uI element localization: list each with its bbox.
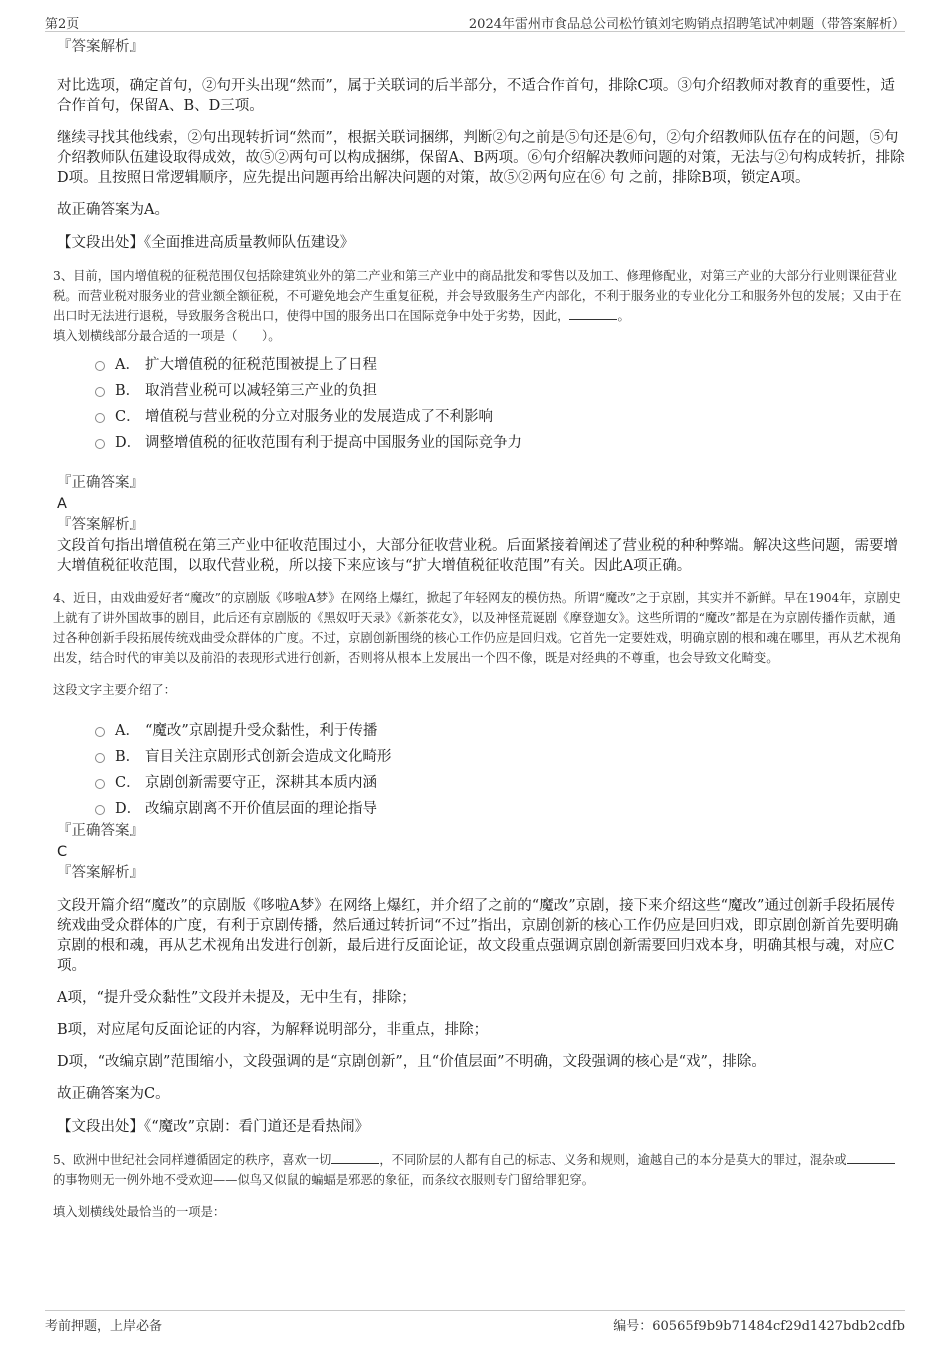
- option-a[interactable]: [95, 350, 905, 376]
- analysis-conclusion: 故正确答案为C。: [57, 1086, 170, 1102]
- radio-icon[interactable]: [95, 753, 105, 763]
- option-letter: D．: [115, 800, 142, 817]
- question-4: [45, 588, 905, 1138]
- question-prompt: 这段文字主要介绍了：: [53, 683, 176, 697]
- option-text: 取消营业税可以减轻第三产业的负担: [145, 382, 377, 399]
- question-stem-text: 5、欧洲中世纪社会同样遵循固定的秩序，喜欢一切: [53, 1153, 332, 1167]
- analysis-paragraph: 文段首句指出增值税在第三产业中征收范围过小，大部分征收营业税。后面紧接着阐述了营业税的种种弊端。解决这些问题，需要增大增值税征收范围，以取代营业税，所以接下来应该与“扩大增值税征收范围”有关。因此A项正确。: [57, 538, 898, 574]
- q4-answer: [45, 820, 905, 842]
- document-body: [45, 36, 905, 1222]
- option-a[interactable]: [95, 716, 905, 742]
- page-header: [45, 10, 905, 32]
- question-stem-text: 的事物则无一例外地不受欢迎——似鸟又似鼠的蝙蝠是邪恶的象征，而条纹衣服则专门留给罪犯穿。: [53, 1173, 595, 1187]
- analysis-tag: 『答案解析』: [57, 517, 144, 533]
- radio-icon[interactable]: [95, 361, 105, 371]
- option-letter: D．: [115, 434, 142, 451]
- option-letter: B．: [115, 382, 141, 399]
- analysis-conclusion: 故正确答案为A。: [57, 202, 169, 218]
- analysis-tag: 『答案解析』: [57, 39, 144, 55]
- document-id: 编号：60565f9b9b71484cf29d1427bdb2cdfb: [613, 1319, 905, 1334]
- source-citation: 【文段出处】《“魔改”京剧：看门道还是看热闹》: [57, 1119, 370, 1135]
- question-prompt: 填入划横线部分最合适的一项是（ ）。: [53, 329, 281, 343]
- analysis-paragraph: 文段开篇介绍“魔改”的京剧版《哆啦A梦》在网络上爆红，并介绍了之前的“魔改”京剧，接下来介绍这些“魔改”通过创新手段拓展传统戏曲受众群体的广度，有利于京剧传播，然后通过转折词“不过”指出，京剧创新的核心工作仍应是回归戏，即京剧创新首先要明确京剧的根和魂，再从艺术视角出发进行创新，最后进行反面论证，故文段重点强调京剧创新需要回归戏本身，明确其根与魂，对应C项。: [57, 898, 899, 974]
- option-c[interactable]: [95, 768, 905, 794]
- fill-blank: [569, 308, 617, 320]
- q3-analysis: [45, 514, 905, 576]
- question-stem: [45, 1150, 905, 1190]
- page-footer: [45, 1310, 905, 1334]
- radio-icon[interactable]: [95, 413, 105, 423]
- question-stem: [45, 266, 905, 326]
- option-text: 京剧创新需要守正，深耕其本质内涵: [145, 774, 377, 791]
- correct-answer: A: [57, 496, 67, 512]
- document-title: 2024年雷州市食品总公司松竹镇刘宅购销点招聘笔试冲刺题（带答案解析）: [468, 17, 905, 32]
- analysis-paragraph: 对比选项，确定首句，②句开头出现“然而”，属于关联词的后半部分，不适合作首句，排除C项。③句介绍教师对教育的重要性，适合作首句，保留A、B、D三项。: [57, 78, 895, 114]
- question-stem: 4、近日，由戏曲爱好者“魔改”的京剧版《哆啦A梦》在网络上爆红，掀起了年轻网友的模仿热。所谓“魔改”之于京剧，其实并不新鲜。早在1904年，京剧史上就有了讲外国故事的剧目，此后还有京剧版的《黑奴吁天录》《新茶花女》，以及神怪荒诞剧《摩登迦女》。这些所谓的“魔改”都是在为京剧传播作贡献，通过各种创新手段拓展传统戏曲受众群体的广度。不过，京剧创新围绕的核心工作仍应是回归戏。它首先一定要姓戏，明确京剧的根和魂在哪里，再从艺术视角出发，结合时代的审美以及前沿的表现形式进行创新，否则将从根本上发展出一个四不像，既是对经典的不尊重，也会导致文化畸变。: [53, 591, 902, 665]
- q3-answer: [45, 472, 905, 494]
- page-number: 第2页: [45, 17, 80, 32]
- analysis-paragraph: 继续寻找其他线索，②句出现转折词“然而”，根据关联词捆绑，判断②句之前是⑤句还是⑥句，②句介绍教师队伍存在的问题，⑤句介绍教师队伍建设取得成效，故⑤②两句可以构成捆绑，保留A、B两项。⑥句介绍解决教师问题的对策，无法与②句构成转折，排除D项。且按照日常逻辑顺序，应先提出问题再给出解决问题的对策，故⑤②两句应在⑥ 句 之前，排除B项，锁定A项。: [57, 130, 905, 186]
- option-b[interactable]: [95, 376, 905, 402]
- question-3: [45, 266, 905, 576]
- option-letter: A．: [115, 722, 140, 739]
- analysis-paragraph: A项，“提升受众黏性”文段并未提及，无中生有，排除；: [57, 990, 416, 1006]
- option-letter: B．: [115, 748, 141, 765]
- radio-icon[interactable]: [95, 779, 105, 789]
- question-stem-text: 3、目前，国内增值税的征税范围仅包括除建筑业外的第二产业和第三产业中的商品批发和零售以及加工、修理修配业，对第三产业的大部分行业则课征营业税。而营业税对服务业的营业额全额征税，不可避免地会产生重复征税，并会导致服务生产内部化，不利于服务业的专业化分工和服务外包的发展；又由于在出口时无法进行退税，导致服务含税出口，使得中国的服务出口在国际竞争中处于劣势，因此，: [53, 269, 902, 323]
- footer-slogan: 考前押题，上岸必备: [45, 1319, 163, 1334]
- question-stem-end: 。: [617, 309, 630, 323]
- radio-icon[interactable]: [95, 727, 105, 737]
- analysis-paragraph: D项，“改编京剧”范围缩小，文段强调的是“京剧创新”，且“价值层面”不明确，文段强调的核心是“戏”，排除。: [57, 1054, 766, 1070]
- option-d[interactable]: [95, 794, 905, 820]
- option-list: [45, 350, 905, 454]
- radio-icon[interactable]: [95, 805, 105, 815]
- analysis-tag: 『答案解析』: [57, 865, 144, 881]
- option-text: 调整增值税的征收范围有利于提高中国服务业的国际竞争力: [145, 434, 522, 451]
- option-letter: C．: [115, 774, 141, 791]
- question-prompt: 填入划横线处最恰当的一项是：: [53, 1205, 226, 1219]
- radio-icon[interactable]: [95, 439, 105, 449]
- radio-icon[interactable]: [95, 387, 105, 397]
- option-b[interactable]: [95, 742, 905, 768]
- option-text: 扩大增值税的征税范围被提上了日程: [145, 356, 377, 373]
- question-5: [45, 1150, 905, 1222]
- option-d[interactable]: [95, 428, 905, 454]
- answer-tag: 『正确答案』: [57, 823, 144, 839]
- option-text: 改编京剧离不开价值层面的理论指导: [145, 800, 377, 817]
- option-list: [45, 716, 905, 820]
- analysis-paragraph: B项，对应尾句反面论证的内容，为解释说明部分，非重点，排除；: [57, 1022, 489, 1038]
- option-text: 增值税与营业税的分立对服务业的发展造成了不利影响: [145, 408, 493, 425]
- option-text: “魔改”京剧提升受众黏性，利于传播: [145, 722, 378, 739]
- source-citation: 【文段出处】《全面推进高质量教师队伍建设》: [57, 235, 355, 251]
- q2-analysis: [45, 36, 905, 220]
- fill-blank: [331, 1152, 379, 1164]
- answer-tag: 『正确答案』: [57, 475, 144, 491]
- option-letter: C．: [115, 408, 141, 425]
- option-text: 盲目关注京剧形式创新会造成文化畸形: [145, 748, 392, 765]
- question-stem-text: ，不同阶层的人都有自己的标志、义务和规则，逾越自己的本分是莫大的罪过，混杂或: [379, 1153, 847, 1167]
- correct-answer: C: [57, 844, 68, 860]
- option-letter: A．: [115, 356, 140, 373]
- q4-analysis: [45, 862, 905, 1104]
- fill-blank: [847, 1152, 895, 1164]
- option-c[interactable]: [95, 402, 905, 428]
